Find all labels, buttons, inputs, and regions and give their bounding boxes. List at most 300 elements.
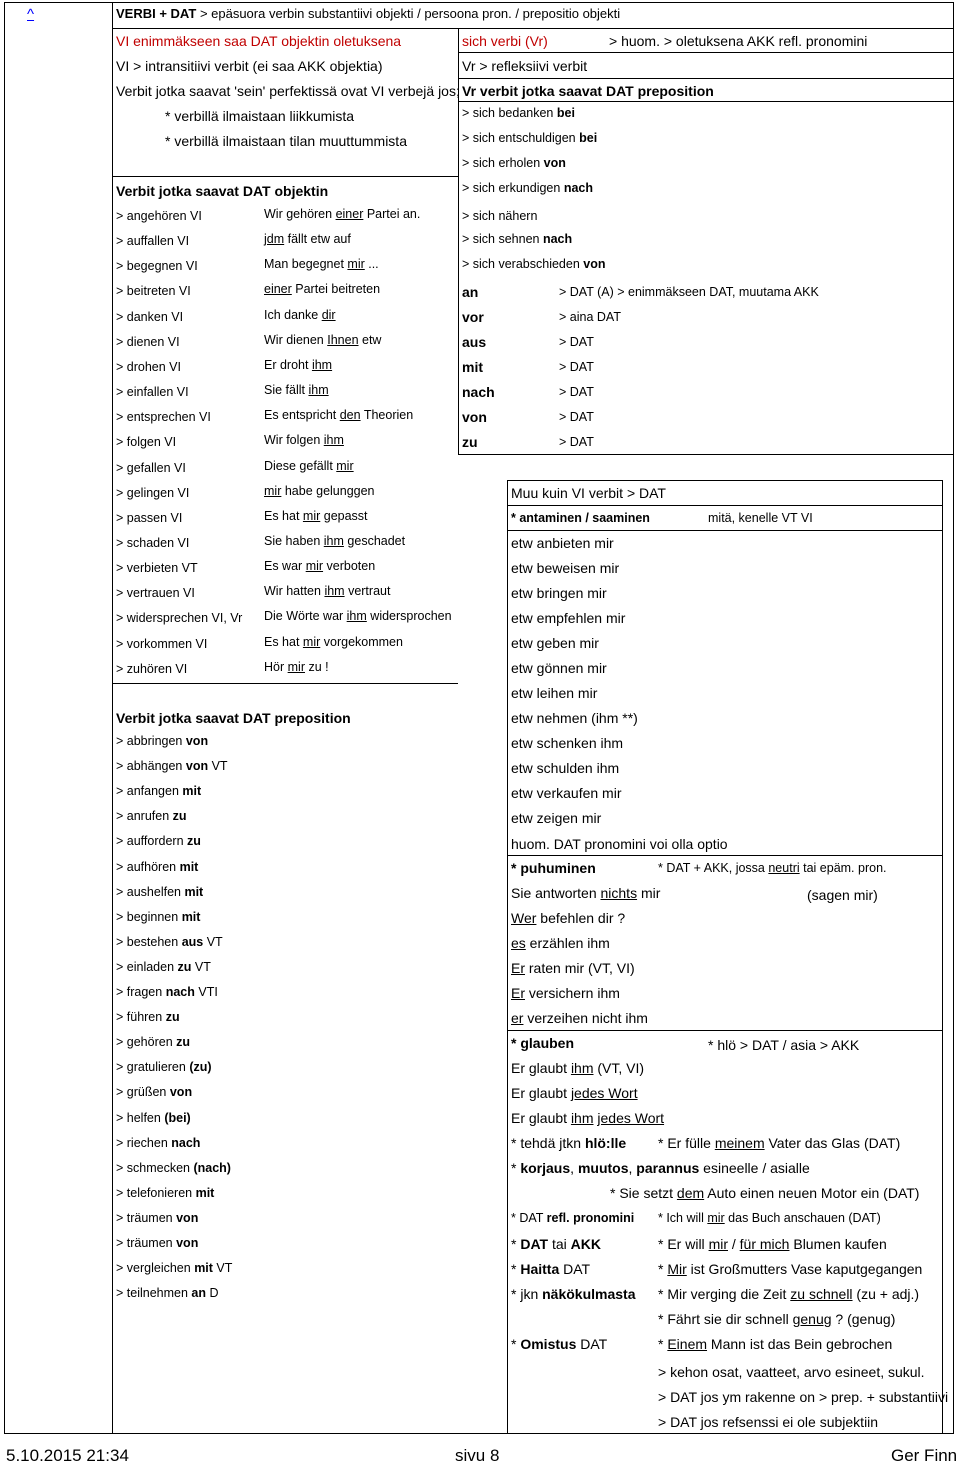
datakk-d: AKK bbox=[570, 1236, 601, 1252]
blumen-line bbox=[658, 1237, 887, 1251]
header-title bbox=[116, 7, 620, 20]
vase-a: * bbox=[658, 1261, 668, 1277]
prep-word: von bbox=[169, 1085, 193, 1100]
bein-a: * bbox=[658, 1336, 668, 1352]
etw-item: etw anbieten mir bbox=[511, 535, 614, 551]
prep-word: von bbox=[176, 1210, 199, 1225]
haitta-c: DAT bbox=[559, 1261, 591, 1277]
zeit-a: * Mir verging die Zeit bbox=[658, 1286, 791, 1302]
er1-b: raten mir (VT, VI) bbox=[525, 960, 635, 976]
refl-verb-item bbox=[462, 233, 572, 246]
fulle-b: Vater das Glas (DAT) bbox=[764, 1135, 901, 1151]
example-dat-word: mir bbox=[347, 257, 365, 272]
refl-heading: Vr verbit jotka saavat DAT preposition bbox=[462, 83, 714, 99]
prep-verb-item bbox=[116, 861, 198, 874]
prep-word: zu bbox=[176, 1035, 191, 1050]
preposition-desc: > DAT (A) > enimmäkseen DAT, muutama AKK bbox=[559, 285, 819, 299]
prep-verb: > bestehen bbox=[116, 934, 182, 949]
wer-b: befehlen dir ? bbox=[536, 910, 626, 926]
objekt-example bbox=[264, 359, 332, 372]
g3-u1: ihm bbox=[570, 1110, 594, 1126]
objekt-example bbox=[264, 334, 381, 347]
right-box-line-1 bbox=[507, 505, 943, 506]
prep-word: (nach) bbox=[193, 1160, 231, 1175]
zeit-line bbox=[658, 1287, 919, 1301]
omistus-c: DAT bbox=[576, 1336, 608, 1352]
prep-verb: > anrufen bbox=[116, 809, 173, 824]
nako-b: näkökulmasta bbox=[542, 1286, 636, 1302]
puhuminen-note-u: neutri bbox=[768, 861, 800, 875]
refl-verb-item bbox=[462, 107, 575, 120]
objekt-verb: > begegnen VI bbox=[116, 259, 198, 274]
example-dat-word: jdm bbox=[264, 232, 285, 247]
example-dat-word: mir bbox=[302, 634, 321, 649]
wer-line bbox=[511, 911, 625, 925]
example-after: Partei beitreten bbox=[291, 282, 381, 297]
example-before: Wir folgen bbox=[264, 433, 324, 448]
example-dat-word: ihm bbox=[346, 609, 367, 624]
objekt-verb: > gelingen VI bbox=[116, 485, 190, 500]
prep-verb-item bbox=[116, 1086, 192, 1099]
glauben-note: * hlö > DAT / asia > AKK bbox=[708, 1037, 860, 1053]
prep-verb: > aushelfen bbox=[116, 884, 185, 899]
prep-suffix: VT bbox=[208, 759, 228, 774]
tehda-line bbox=[511, 1136, 626, 1150]
back-to-top-link[interactable]: ^ bbox=[27, 6, 35, 23]
example-before: Diese gefällt bbox=[264, 458, 337, 473]
example-before: Man begegnet bbox=[264, 257, 348, 272]
prep-verb: > grüßen bbox=[116, 1085, 170, 1100]
footer-date: 5.10.2015 21:34 bbox=[6, 1446, 129, 1465]
tehda-b: hlö:lle bbox=[584, 1135, 627, 1151]
objekt-verb: > verbieten VT bbox=[116, 561, 198, 576]
prep-verb: > führen bbox=[116, 1010, 166, 1025]
zeit-b: (zu + adj.) bbox=[852, 1286, 920, 1302]
prep-verb: > einladen bbox=[116, 959, 178, 974]
etw-item: etw schenken ihm bbox=[511, 735, 624, 751]
blumen-u2: für mich bbox=[739, 1236, 790, 1252]
refl-prep: von bbox=[583, 257, 606, 271]
setzt-b: Auto einen neuen Motor ein (DAT) bbox=[704, 1185, 920, 1201]
prep-verb-item bbox=[116, 1262, 232, 1275]
refl-pron-line bbox=[511, 1212, 634, 1225]
example-dat-word: einer bbox=[335, 207, 364, 221]
example-dat-word: ihm bbox=[324, 584, 345, 599]
fahrt-b: ? (genug) bbox=[831, 1311, 896, 1327]
korjaus-d: esineelle / asialle bbox=[699, 1160, 810, 1176]
prep-suffix: VTI bbox=[194, 985, 218, 999]
omistus-b: Omistus bbox=[520, 1336, 577, 1352]
refl-line2: Vr > refleksiivi verbit bbox=[462, 58, 588, 74]
refl-verb: > sich erkundigen bbox=[462, 181, 561, 195]
prep-word: zu bbox=[172, 809, 187, 824]
example-before: Wir hatten bbox=[264, 584, 325, 599]
g2-a: Er glaubt bbox=[511, 1085, 571, 1101]
prep-word: aus bbox=[181, 934, 204, 949]
example-before: Hör bbox=[264, 659, 288, 674]
prep-verb-item bbox=[116, 1162, 231, 1175]
objekt-verb: > passen VI bbox=[116, 510, 183, 525]
example-before: Es entspricht bbox=[264, 408, 340, 423]
prep-word: zu bbox=[177, 959, 192, 974]
refl-a: * DAT bbox=[511, 1211, 547, 1225]
korjaus-c1: , bbox=[570, 1160, 578, 1176]
nako-line bbox=[511, 1287, 636, 1301]
prep-word: von bbox=[185, 734, 209, 748]
g1-u: ihm bbox=[570, 1060, 594, 1076]
intro-line-1: VI enimmäkseen saa DAT objektin oletuksena bbox=[116, 33, 402, 49]
prep-verb-item bbox=[116, 735, 208, 748]
objekt-verb: > angehören VI bbox=[116, 209, 202, 223]
refl-verb-item bbox=[462, 258, 606, 271]
prep-word: zu bbox=[165, 1010, 180, 1025]
example-before: Wir dienen bbox=[264, 332, 328, 347]
objekt-verb: > vertrauen VI bbox=[116, 586, 195, 601]
example-before: Die Wörte war bbox=[264, 609, 347, 624]
objekt-verb: > auffallen VI bbox=[116, 234, 190, 249]
refl-col1: sich verbi (Vr) bbox=[462, 33, 548, 49]
prep-verb: > riechen bbox=[116, 1135, 172, 1150]
objekt-verb: > widersprechen VI, Vr bbox=[116, 611, 243, 626]
haitta-a: * bbox=[511, 1261, 521, 1277]
right-box-line-2 bbox=[507, 530, 943, 531]
refl-verb-item bbox=[462, 210, 537, 223]
prep-word: von bbox=[176, 1236, 199, 1250]
objekt-example bbox=[264, 460, 354, 473]
datakk-a: * bbox=[511, 1236, 521, 1252]
objekt-verb: > drohen VI bbox=[116, 359, 181, 374]
es-b: erzählen ihm bbox=[525, 935, 610, 951]
objekt-verb: > folgen VI bbox=[116, 435, 177, 450]
prep-verb-item bbox=[116, 1061, 212, 1074]
objekt-example bbox=[264, 434, 344, 447]
prep-suffix: VT bbox=[212, 1261, 233, 1276]
example-dat-word: mir bbox=[264, 483, 282, 498]
intro-line-4: * verbillä ilmaistaan liikkumista bbox=[165, 108, 355, 124]
example-after: vertraut bbox=[344, 584, 391, 599]
korjaus-b1: korjaus bbox=[520, 1160, 571, 1176]
prep-verb: > telefonieren bbox=[116, 1185, 196, 1200]
prep-verb-item bbox=[116, 961, 211, 974]
blumen-b: Blumen kaufen bbox=[789, 1236, 887, 1252]
objekt-example bbox=[264, 661, 329, 674]
sagen-note: (sagen mir) bbox=[807, 887, 878, 903]
prep-verb: > gratulieren bbox=[116, 1060, 190, 1075]
buch-line bbox=[658, 1212, 881, 1225]
prep-verb: > träumen bbox=[116, 1210, 177, 1225]
blumen-m: / bbox=[728, 1236, 740, 1252]
prep-verb-item bbox=[116, 835, 201, 848]
objekt-example bbox=[264, 384, 329, 397]
preposition-desc: > DAT bbox=[559, 385, 594, 399]
bein-b: Mann ist das Bein gebrochen bbox=[707, 1336, 893, 1352]
fahrt-a: * Fährt sie dir schnell bbox=[658, 1311, 793, 1327]
left-column-divider bbox=[112, 2, 113, 1434]
objekt-example bbox=[264, 636, 403, 649]
prep-word: mit bbox=[182, 784, 202, 799]
vase-u: Mir bbox=[667, 1261, 687, 1277]
es-line bbox=[511, 936, 610, 950]
example-dat-word: ihm bbox=[311, 357, 333, 372]
intro-line-3: Verbit jotka saavat 'sein' perfektissä ovat VI verbejä jos; bbox=[116, 83, 460, 99]
objekt-example bbox=[264, 510, 368, 523]
bein-line bbox=[658, 1337, 892, 1351]
example-dat-word: den bbox=[339, 408, 361, 423]
example-dat-word: dir bbox=[321, 307, 336, 322]
example-dat-word: mir bbox=[302, 508, 321, 523]
right-box-line-3 bbox=[507, 855, 943, 856]
korjaus-b2: muutos bbox=[577, 1160, 629, 1176]
refl-prep: bei bbox=[579, 131, 598, 145]
prep-verb: > schmecken bbox=[116, 1160, 194, 1175]
datjos-line-2: > DAT jos refsenssi ei ole subjektiin bbox=[658, 1414, 879, 1430]
example-before: Sie fällt bbox=[264, 383, 309, 398]
objekt-verb: > schaden VI bbox=[116, 535, 190, 550]
intro-line-5: * verbillä ilmaistaan tilan muuttummista bbox=[165, 133, 407, 149]
objekt-verb: > zuhören VI bbox=[116, 661, 188, 676]
prep-verb-item bbox=[116, 1137, 200, 1150]
etw-item: etw leihen mir bbox=[511, 685, 598, 701]
objekt-verb: > beitreten VI bbox=[116, 284, 191, 299]
prep-verb-item bbox=[116, 911, 200, 924]
kehon-line: > kehon osat, vaatteet, arvo esineet, sukul. bbox=[658, 1364, 925, 1380]
preposition-desc: > DAT bbox=[559, 360, 594, 374]
buch-u: mir bbox=[707, 1211, 725, 1225]
preposition-name: zu bbox=[462, 434, 478, 450]
datjos-line-1: > DAT jos ym rakenne on > prep. + substantiivi bbox=[658, 1389, 949, 1405]
antaminen-note: mitä, kenelle VT VI bbox=[708, 511, 813, 525]
sie-a: Sie antworten bbox=[511, 885, 601, 901]
prep-verb-item bbox=[116, 886, 203, 899]
example-after: ... bbox=[364, 257, 379, 272]
prep-verb-item bbox=[116, 1011, 180, 1024]
preposition-name: an bbox=[462, 284, 479, 300]
objekt-example bbox=[264, 585, 390, 598]
zeit-u: zu schnell bbox=[790, 1286, 853, 1302]
glauben-ex-1 bbox=[511, 1061, 644, 1075]
example-after: vorgekommen bbox=[320, 634, 403, 649]
prep-heading: Verbit jotka saavat DAT preposition bbox=[116, 710, 351, 726]
example-after: gepasst bbox=[320, 508, 368, 523]
korjaus-a: * bbox=[511, 1160, 521, 1176]
objekt-section-bottom bbox=[112, 683, 458, 684]
example-before: Ich danke bbox=[264, 307, 322, 322]
etw-item: etw schulden ihm bbox=[511, 760, 620, 776]
objekt-example bbox=[264, 485, 375, 498]
refl-line-2 bbox=[458, 78, 954, 79]
prep-verb: > gehören bbox=[116, 1035, 177, 1050]
g3-u2: jedes Wort bbox=[597, 1110, 665, 1126]
preposition-name: aus bbox=[462, 334, 487, 350]
refl-line-1 bbox=[458, 52, 954, 53]
setzt-a: * Sie setzt bbox=[610, 1185, 677, 1201]
muu-heading: Muu kuin VI verbit > DAT bbox=[511, 485, 666, 501]
refl-verb-item bbox=[462, 132, 597, 145]
prep-verb-item bbox=[116, 760, 228, 773]
er3-u: er bbox=[511, 1010, 524, 1026]
prep-verb: > auffordern bbox=[116, 834, 188, 849]
prep-word: nach bbox=[171, 1135, 201, 1150]
example-after: verboten bbox=[323, 559, 376, 574]
objekt-example bbox=[264, 535, 405, 548]
example-before: Es hat bbox=[264, 634, 303, 649]
puhuminen-label: * puhuminen bbox=[511, 860, 596, 876]
er-raten-line bbox=[511, 961, 635, 975]
puhuminen-note bbox=[658, 862, 887, 875]
prep-verb: > träumen bbox=[116, 1236, 177, 1250]
header-title-bold: VERBI + DAT bbox=[116, 6, 197, 21]
refl-prep: nach bbox=[542, 232, 573, 246]
glauben-ex-2 bbox=[511, 1086, 638, 1100]
example-dat-word: Ihnen bbox=[327, 332, 359, 347]
puhuminen-note-a: * DAT + AKK, jossa bbox=[658, 861, 769, 875]
glauben-ex-3 bbox=[511, 1111, 664, 1125]
example-before: Es hat bbox=[264, 508, 303, 523]
omistus-line bbox=[511, 1337, 607, 1351]
sie-b: mir bbox=[637, 885, 661, 901]
er2-b: versichern ihm bbox=[525, 985, 620, 1001]
sie-u: nichts bbox=[600, 885, 638, 901]
preposition-desc: > DAT bbox=[559, 335, 594, 349]
setzt-u: dem bbox=[676, 1185, 705, 1201]
example-dat-word: mir bbox=[336, 458, 354, 473]
er1-u: Er bbox=[511, 960, 525, 976]
example-after: geschadet bbox=[343, 533, 406, 548]
fahrt-line bbox=[658, 1312, 895, 1326]
refl-verb: > sich bedanken bbox=[462, 106, 554, 120]
etw-item: etw verkaufen mir bbox=[511, 785, 622, 801]
fulle-a: * Er fülle bbox=[658, 1135, 715, 1151]
prep-verb: > abhängen bbox=[116, 759, 186, 774]
prep-verb-item bbox=[116, 1237, 198, 1250]
etw-item: etw zeigen mir bbox=[511, 810, 602, 826]
refl-b: refl. pronomini bbox=[546, 1211, 635, 1225]
er2-u: Er bbox=[511, 985, 525, 1001]
vase-b: ist Großmutters Vase kaputgegangen bbox=[686, 1261, 923, 1277]
header-divider bbox=[112, 28, 954, 29]
example-dat-word: mir bbox=[287, 659, 305, 674]
vase-line bbox=[658, 1262, 922, 1276]
intro-bottom-line bbox=[112, 176, 458, 177]
prep-verb: > vergleichen bbox=[116, 1261, 195, 1276]
prep-word: zu bbox=[187, 834, 201, 849]
preposition-desc: > DAT bbox=[559, 435, 594, 449]
example-dat-word: mir bbox=[305, 559, 324, 574]
refl-verb-item bbox=[462, 157, 566, 170]
objekt-example bbox=[264, 283, 380, 296]
intro-line-2: VI > intransitiivi verbit (ei saa AKK objektia) bbox=[116, 58, 383, 74]
prep-verb-item bbox=[116, 986, 218, 999]
dat-akk-line bbox=[511, 1237, 601, 1251]
objekt-verb: > gefallen VI bbox=[116, 460, 186, 475]
prep-suffix: VT bbox=[191, 959, 211, 974]
datakk-c: tai bbox=[548, 1236, 571, 1252]
etw-item: etw gönnen mir bbox=[511, 660, 607, 676]
objekt-verb: > einfallen VI bbox=[116, 385, 189, 400]
omistus-a: * bbox=[511, 1336, 521, 1352]
preposition-name: nach bbox=[462, 384, 495, 400]
example-after: Theorien bbox=[360, 408, 414, 423]
prep-verb-item bbox=[116, 1036, 190, 1049]
example-after: fällt etw auf bbox=[284, 232, 351, 247]
preposition-name: mit bbox=[462, 359, 483, 375]
prep-verb: > aufhören bbox=[116, 859, 180, 874]
example-after: etw bbox=[358, 332, 382, 347]
objekt-verb: > dienen VI bbox=[116, 334, 180, 349]
prep-verb-item bbox=[116, 1212, 198, 1225]
setzt-line bbox=[610, 1186, 919, 1200]
fulle-u: meinem bbox=[714, 1135, 765, 1151]
prep-verb-item bbox=[116, 810, 187, 823]
refl-line-3 bbox=[458, 101, 954, 102]
example-before: Er droht bbox=[264, 357, 312, 372]
preposition-desc: > DAT bbox=[559, 410, 594, 424]
prep-verb-item bbox=[116, 936, 223, 949]
refl-verb-item bbox=[462, 182, 593, 195]
korjaus-line bbox=[511, 1161, 810, 1175]
korjaus-b3: parannus bbox=[636, 1160, 700, 1176]
objekt-heading: Verbit jotka saavat DAT objektin bbox=[116, 183, 329, 199]
fulle-line bbox=[658, 1136, 900, 1150]
prep-suffix: D bbox=[206, 1286, 219, 1301]
er-verzeihen-line bbox=[511, 1011, 648, 1025]
es-u: es bbox=[511, 935, 526, 951]
prep-verb-item bbox=[116, 1287, 219, 1300]
refl-prep: bei bbox=[556, 106, 575, 120]
preposition-name: vor bbox=[462, 309, 484, 325]
blumen-a: * Er will bbox=[658, 1236, 709, 1252]
refl-verb: > sich nähern bbox=[462, 209, 538, 223]
example-dat-word: ihm bbox=[323, 533, 344, 548]
refl-verb: > sich erholen bbox=[462, 156, 541, 170]
etw-item: etw empfehlen mir bbox=[511, 610, 626, 626]
objekt-example bbox=[264, 233, 351, 246]
objekt-example bbox=[264, 409, 413, 422]
etw-item: etw nehmen (ihm **) bbox=[511, 710, 638, 726]
example-dat-word: ihm bbox=[323, 433, 344, 448]
example-after: Partei an. bbox=[363, 207, 421, 221]
prep-verb: > anfangen bbox=[116, 784, 183, 799]
haitta-b: Haitta bbox=[520, 1261, 560, 1277]
etw-item: etw geben mir bbox=[511, 635, 599, 651]
prep-word: an bbox=[191, 1286, 206, 1301]
prep-verb: > teilnehmen bbox=[116, 1286, 192, 1301]
puhuminen-note-b: tai epäm. pron. bbox=[799, 861, 887, 875]
etw-item: etw beweisen mir bbox=[511, 560, 620, 576]
refl-col2: > huom. > oletuksena AKK refl. pronomini bbox=[609, 33, 868, 49]
example-after: habe gelunggen bbox=[281, 483, 375, 498]
g3-a: Er glaubt bbox=[511, 1110, 571, 1126]
objekt-example bbox=[264, 610, 452, 623]
footer-author: Ger Finn bbox=[891, 1446, 958, 1465]
refl-verb: > sich sehnen bbox=[462, 232, 540, 246]
prep-word: nach bbox=[165, 985, 195, 999]
example-before: Wir gehören bbox=[264, 207, 336, 221]
objekt-example bbox=[264, 258, 379, 271]
objekt-verb: > danken VI bbox=[116, 309, 184, 324]
objekt-example bbox=[264, 208, 420, 221]
refl-prep: nach bbox=[563, 181, 593, 195]
prep-word: von bbox=[185, 759, 209, 774]
g1-b: (VT, VI) bbox=[593, 1060, 645, 1076]
objekt-example bbox=[264, 560, 375, 573]
prep-verb: > helfen bbox=[116, 1110, 165, 1125]
example-dat-word: ihm bbox=[308, 383, 329, 398]
g2-u: jedes Wort bbox=[570, 1085, 638, 1101]
prep-verb-item bbox=[116, 785, 201, 798]
prep-word: mit bbox=[179, 859, 199, 874]
example-before: Es war bbox=[264, 559, 306, 574]
